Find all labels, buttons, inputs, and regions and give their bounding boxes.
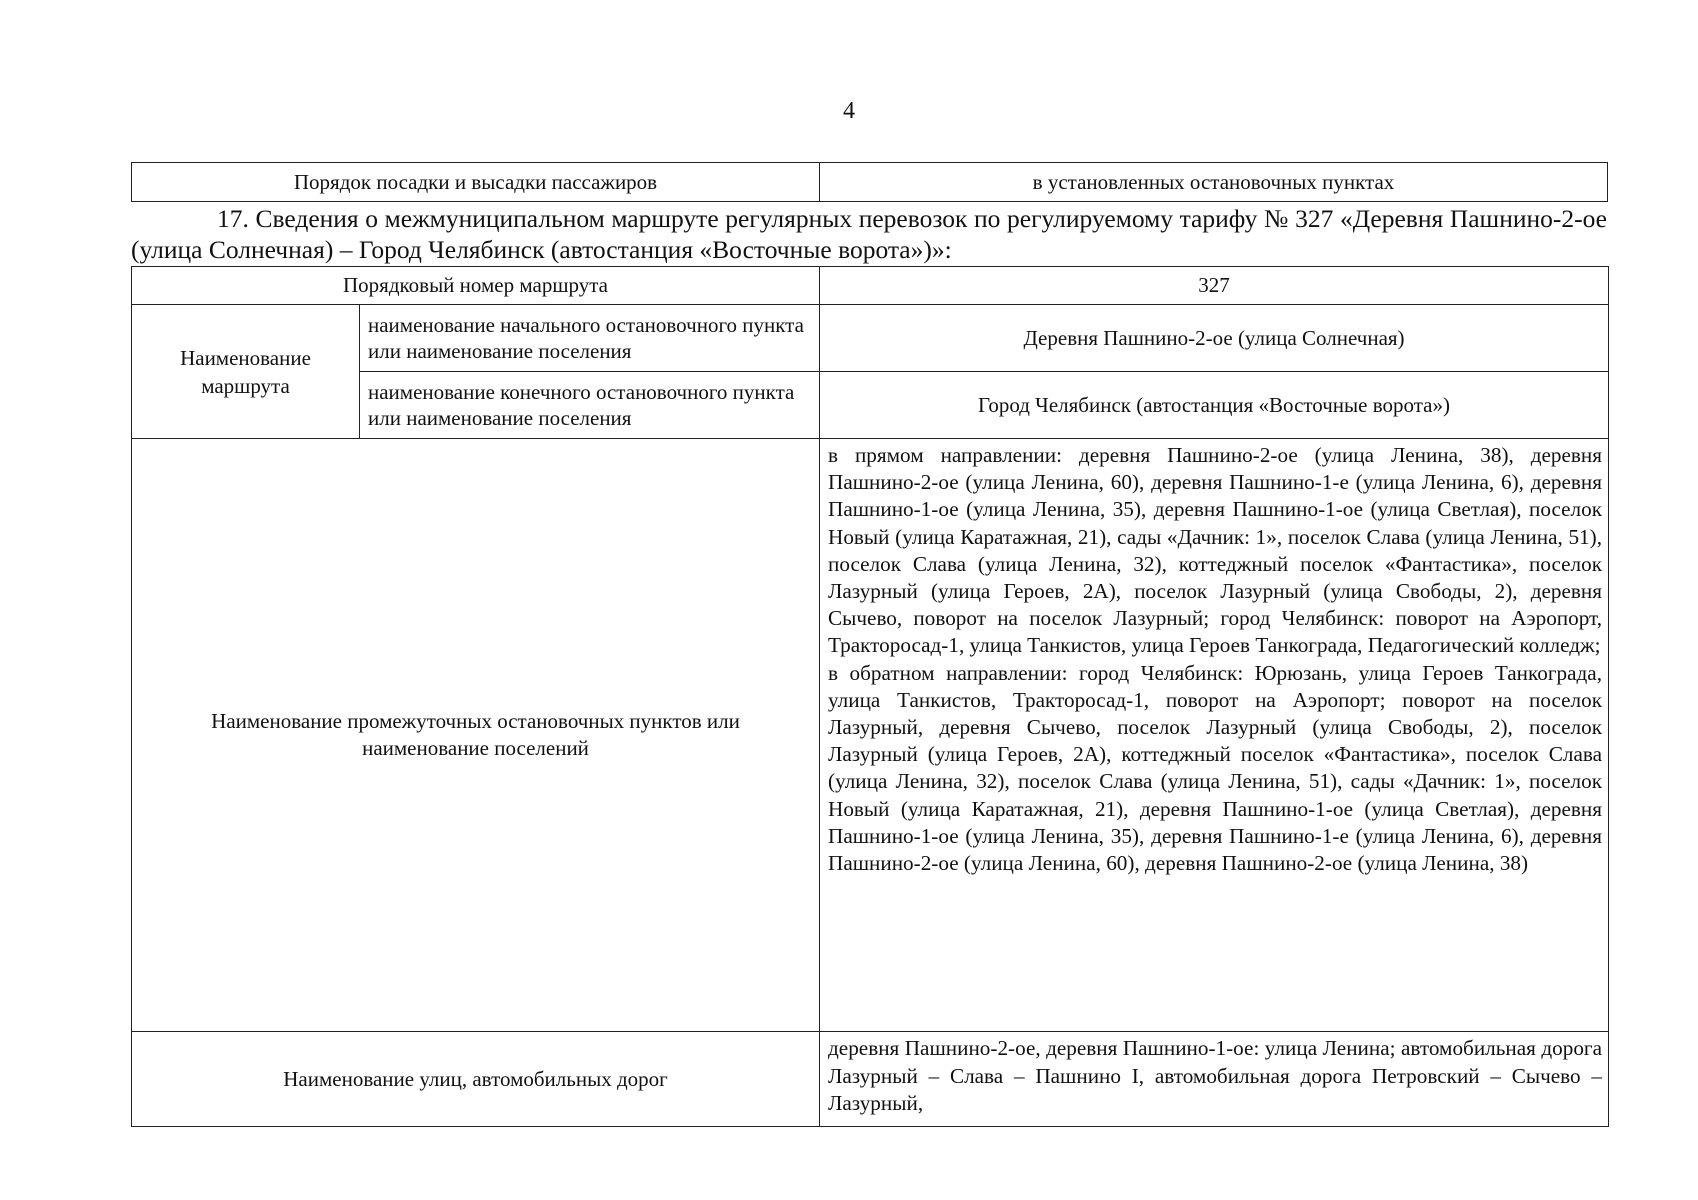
boarding-order-label: Порядок посадки и высадки пассажиров	[293, 169, 658, 194]
start-stop-label: наименование начального остановочного пункта или наименование поселения	[368, 313, 804, 363]
streets-label-cell	[132, 1032, 820, 1127]
table-row	[132, 267, 1609, 305]
streets-value: деревня Пашнино-2-ое, деревня Пашнино-1-ое: улица Ленина; автомобильная дорога Лазурный – Слава – Пашнино I, автомобильная дорога Петровский – Сычево – Лазурный,	[828, 1036, 1603, 1115]
boarding-order-label-cell	[132, 163, 820, 202]
page-number: 4	[843, 98, 855, 124]
route-name-label: Наименование маршрута	[180, 345, 311, 398]
route-number-value: 327	[1198, 273, 1230, 297]
intermediate-stops-label-cell	[132, 439, 820, 1032]
intermediate-stops-value-cell	[820, 439, 1609, 1032]
end-stop-value-cell	[820, 372, 1609, 439]
boarding-order-value: в установленных остановочных пунктах	[1032, 169, 1395, 194]
intermediate-stops-label: Наименование промежуточных остановочных пунктов или наименование поселений	[211, 709, 740, 760]
section-heading: 17. Сведения о межмуниципальном маршруте регулярных перевозок по регулируемому тарифу № 327 «Деревня Пашнино-2-ое (улица Солнечная) – Город Челябинск (автостанция «Восточные ворота»)»:	[131, 204, 1607, 264]
route-name-label-cell	[132, 305, 360, 439]
boarding-order-value-cell	[820, 163, 1608, 202]
backward-direction-stops: в обратном направлении: город Челябинск: Юрюзань, улица Героев Танкограда, улица Танкистов, Тракторосад-1, поворот на Аэропорт; поворот на поселок Лазурный, деревня Сычево, поселок Лазурный (улица Свободы, 2), поселок Лазурный (улица Героев, 2А), коттеджный поселок «Фантастика», поселок Слава (улица Ленина, 32), поселок Слава (улица Ленина, 51), сады «Дачник: 1», поселок Новый (улица Каратажная, 21), деревня Пашнино-1-ое (улица Светлая), деревня Пашнино-1-ое (улица Ленина, 35), деревня Пашнино-1-е (улица Ленина, 6), деревня Пашнино-2-ое (улица Ленина, 60), деревня Пашнино-2-ое (улица Ленина, 38)	[828, 660, 1603, 876]
start-stop-label-cell	[360, 305, 820, 372]
end-stop-value: Город Челябинск (автостанция «Восточные ворота»)	[978, 392, 1450, 417]
table-row	[132, 439, 1609, 1032]
route-number-value-cell	[820, 267, 1609, 305]
boarding-order-table	[131, 162, 1608, 202]
route-number-label: Порядковый номер маршрута	[343, 273, 608, 297]
end-stop-label: наименование конечного остановочного пункта или наименование поселения	[368, 380, 795, 430]
streets-label: Наименование улиц, автомобильных дорог	[283, 1066, 668, 1091]
route-table	[131, 266, 1609, 1127]
start-stop-value-cell	[820, 305, 1609, 372]
table-row	[132, 163, 1608, 202]
streets-value-cell	[820, 1032, 1609, 1127]
table-row	[132, 1032, 1609, 1127]
forward-direction-stops: в прямом направлении: деревня Пашнино-2-ое (улица Ленина, 38), деревня Пашнино-2-ое (улица Ленина, 60), деревня Пашнино-1-е (улица Ленина, 6), деревня Пашнино-1-ое (улица Ленина, 35), деревня Пашнино-1-ое (улица Светлая), поселок Новый (улица Каратажная, 21), сады «Дачник: 1», поселок Слава (улица Ленина, 51), поселок Слава (улица Ленина, 32), коттеджный поселок «Фантастика», поселок Лазурный (улица Героев, 2А), поселок Лазурный (улица Свободы, 2), деревня Сычево, поворот на поселок Лазурный; город Челябинск: поворот на Аэропорт, Тракторосад-1, улица Танкистов, улица Героев Танкограда, Педагогический колледж;	[828, 443, 1603, 658]
route-number-label-cell	[132, 267, 820, 305]
end-stop-label-cell	[360, 372, 820, 439]
table-row	[132, 305, 1609, 372]
start-stop-value: Деревня Пашнино-2-ое (улица Солнечная)	[1023, 325, 1405, 350]
